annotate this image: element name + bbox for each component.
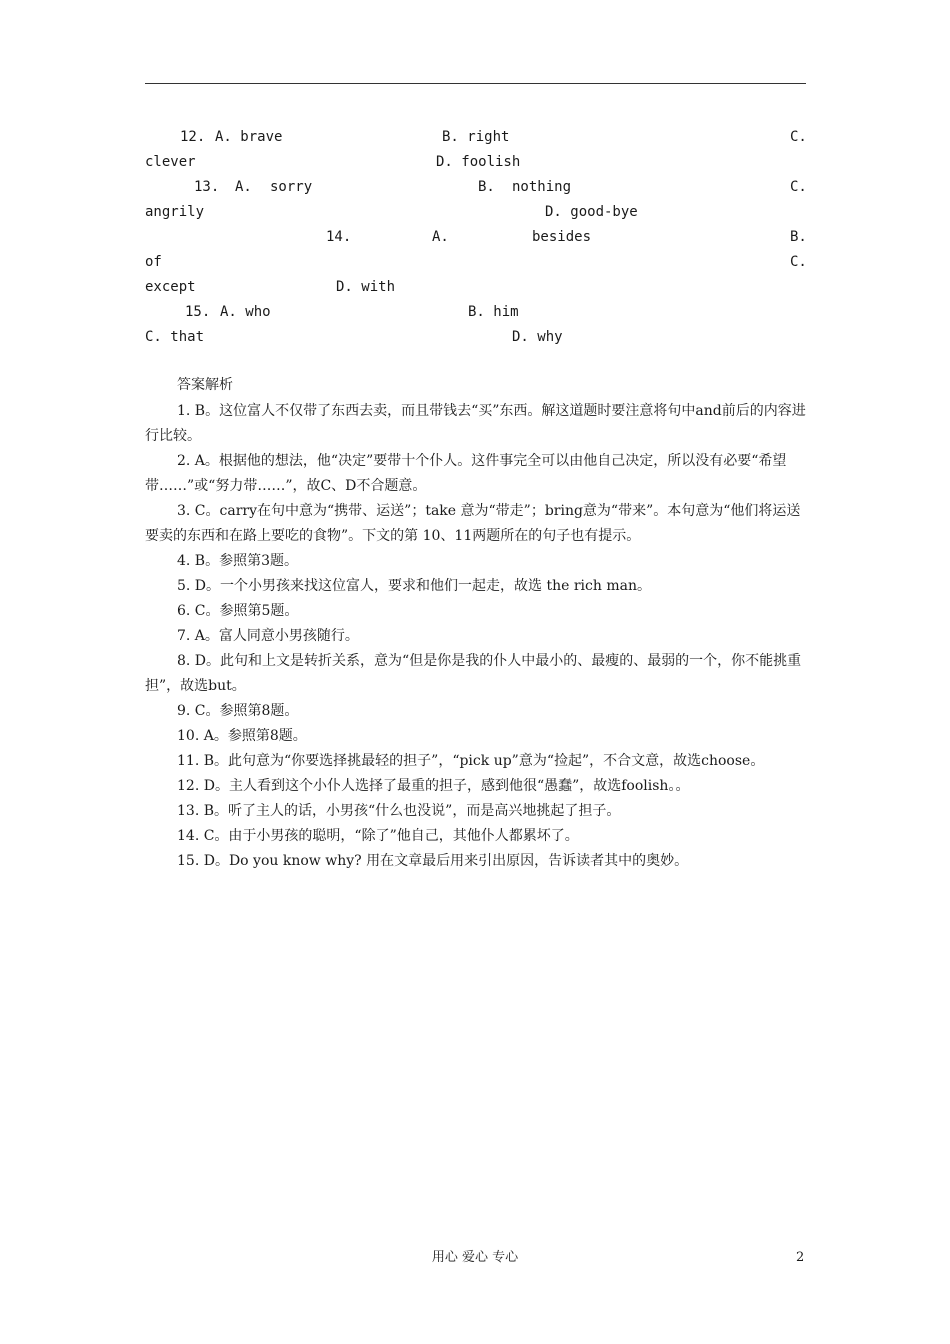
q15-number: 15. [185, 304, 211, 320]
answer-item: 1. B。这位富人不仅带了东西去卖，而且带钱去“买”东西。解这道题时要注意将句中and前后的内容进行比较。 [145, 403, 806, 444]
q14-line-1 [145, 226, 806, 248]
q13-option-c-label: C. [790, 179, 807, 195]
q12-line-2 [145, 151, 806, 173]
q13-option-d: D. good-bye [545, 204, 638, 220]
q15-option-b: B. him [468, 304, 519, 320]
q12-number: 12. [180, 129, 206, 145]
q13-option-a-text: sorry [270, 179, 313, 195]
page-number: 2 [796, 1250, 805, 1265]
q14-line-2 [145, 251, 806, 273]
q15-option-a: A. who [220, 304, 271, 320]
q12-option-a: A. brave [215, 129, 283, 145]
q13-option-c-text: angrily [145, 204, 205, 220]
answer-item: 2. A。根据他的想法，他“决定”要带十个仆人。这件事完全可以由他自己决定，所以没有必要“希望带……”或“努力带……”，故C、D不合题意。 [145, 453, 787, 494]
answer-item: 5. D。一个小男孩来找这位富人，要求和他们一起走，故选 the rich man。 [177, 578, 651, 594]
footer-motto: 用心 爱心 专心 [431, 1250, 519, 1265]
q13-line-1 [145, 176, 806, 198]
q13-number: 13. [194, 179, 220, 195]
q14-option-a-label: A. [432, 229, 449, 245]
answer-item: 7. A。富人同意小男孩随行。 [177, 628, 359, 644]
q15-option-d: D. why [512, 329, 563, 345]
q13-option-b-label: B. [478, 179, 495, 195]
q12-line-1 [145, 126, 806, 148]
q12-option-b: B. right [442, 129, 510, 145]
header-rule [145, 83, 806, 84]
answer-item: 15. D。Do you know why? 用在文章最后用来引出原因，告诉读者其中的奥妙。 [177, 853, 689, 869]
answer-item: 3. C。carry在句中意为“携带、运送”；take 意为“带走”；bring意为“带来”。本句意为“他们将运送要卖的东西和在路上要吃的食物”。下文的第 10、11两题所在的句子也有提示。 [145, 503, 801, 544]
q13-line-2 [145, 201, 806, 223]
answer-item: 12. D。主人看到这个小仆人选择了最重的担子，感到他很“愚蠢”，故选foolish。。 [177, 778, 690, 794]
answer-item: 6. C。参照第5题。 [177, 603, 299, 619]
q14-option-b-label: B. [790, 229, 807, 245]
answer-list [145, 399, 810, 874]
answer-item: 8. D。此句和上文是转折关系，意为“但是你是我的仆人中最小的、最瘦的、最弱的一个，你不能挑重担”，故选but。 [145, 653, 802, 694]
q15-line-2 [145, 326, 806, 348]
q14-option-d: D. with [336, 279, 396, 295]
answer-item: 9. C。参照第8题。 [177, 703, 299, 719]
q14-option-b-text: of [145, 254, 162, 270]
q15-option-c: C. that [145, 329, 205, 345]
answer-item: 14. C。由于小男孩的聪明，“除了”他自己，其他仆人都累坏了。 [177, 828, 579, 844]
answers-title: 答案解析 [177, 377, 233, 393]
q13-option-b-text: nothing [512, 179, 572, 195]
q12-option-c-text: clever [145, 154, 196, 170]
answer-item: 10. A。参照第8题。 [177, 728, 307, 744]
q14-option-c-label: C. [790, 254, 807, 270]
q12-option-c-label: C. [790, 129, 807, 145]
q12-option-d: D. foolish [436, 154, 521, 170]
q15-line-1 [145, 301, 806, 323]
q14-number: 14. [326, 229, 352, 245]
q14-option-c-text: except [145, 279, 196, 295]
answer-item: 11. B。此句意为“你要选择挑最轻的担子”，“pick up”意为“捡起”，不合文意，故选choose。 [177, 753, 765, 769]
q14-option-a-text: besides [532, 229, 592, 245]
answer-item: 13. B。听了主人的话，小男孩“什么也没说”，而是高兴地挑起了担子。 [177, 803, 621, 819]
q13-option-a-label: A. [235, 179, 252, 195]
q14-line-3 [145, 276, 806, 298]
answer-item: 4. B。参照第3题。 [177, 553, 299, 569]
